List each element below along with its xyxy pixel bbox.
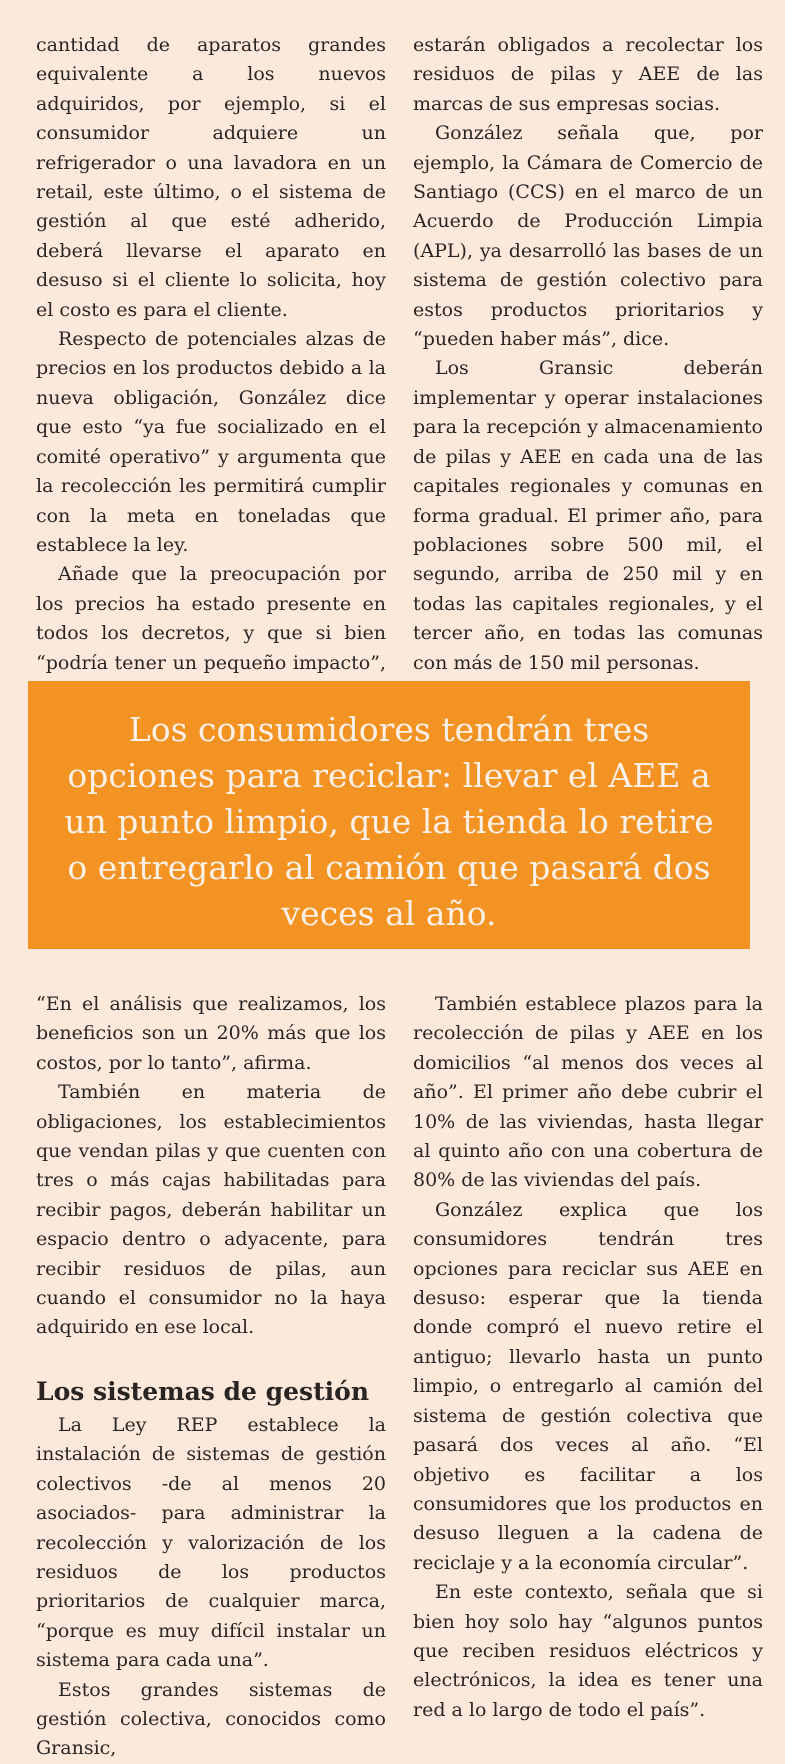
paragraph: También establece plazos para la recolección de pilas y AEE en los domicilios “al menos dos veces al año”. El primer año debe cubrir el 10% de las viviendas, hasta llegar al quinto año con una cobertura de 80% de las viviendas del país. [413, 993, 763, 1192]
paragraph: En este contexto, señala que si bien hoy solo hay “algunos puntos que reciben residuos eléctricos y electrónicos, la idea es tener una red a lo largo de todo el país”. [413, 1581, 763, 1721]
paragraph: estarán obligados a recolectar los residuos de pilas y AEE de las marcas de sus empresas socias. [413, 34, 763, 115]
column-top-left [36, 31, 386, 737]
paragraph: Respecto de potenciales alzas de precios en los productos debido a la nueva obligación, González dice que esto “ya fue socializado en el comité operativo” y argumenta que la recolección les permitirá cumplir con la meta en toneladas que establece la ley. [36, 328, 386, 556]
pull-quote: Los consumidores tendrán tres opciones para reciclar: llevar el AEE a un punto limpio, que la tienda lo retire o entregarlo al camión que pasará dos veces al año. [28, 681, 750, 949]
column-bottom-left [36, 990, 386, 1764]
paragraph: Los Gransic deberán implementar y operar instalaciones para la recepción y almacenamiento de pilas y AEE en cada una de las capitales regionales y comunas en forma gradual. El primer año, para poblaciones sobre 500 mil, el segundo, arriba de 250 mil y en todas las capitales regionales, y el tercer año, en todas las comunas con más de 150 mil personas. [413, 357, 763, 674]
paragraph: La Ley REP establece la instalación de sistemas de gestión colectivos -de al menos 20 asociados- para administrar la recolección y valorización de los residuos de los productos prioritarios de cualquier marca, “porque es muy difícil instalar un sistema para cada una”. [36, 1413, 386, 1672]
column-bottom-right [413, 990, 763, 1725]
paragraph: “En el análisis que realizamos, los beneficios son un 20% más que los costos, por lo tanto”, afirma. [36, 993, 386, 1074]
section-heading: Los sistemas de gestión [36, 1376, 370, 1406]
paragraph: También en materia de obligaciones, los establecimientos que vendan pilas y que cuenten con tres o más cajas habilitadas para recibir pagos, deberán habilitar un espacio dentro o adyacente, para recibir residuos de pilas, aun cuando el consumidor no la haya adquirido en ese local. [36, 1081, 386, 1339]
paragraph: Añade que la preocupación por los precios ha estado presente en todos los decretos, y que si bien “podría tener un pequeño impacto”, [36, 563, 386, 674]
column-top-right [413, 31, 763, 678]
paragraph: Estos grandes sistemas de gestión colectiva, conocidos como Gransic, [36, 1678, 386, 1760]
paragraph: González señala que, por ejemplo, la Cámara de Comercio de Santiago (CCS) en el marco de un Acuerdo de Producción Limpia (APL), ya desarrolló las bases de un sistema de gestión colectivo para estos productos prioritarios y “pueden haber más”, dice. [413, 122, 763, 351]
paragraph: cantidad de aparatos grandes equivalente a los nuevos adquiridos, por ejemplo, si el consumidor adquiere un refrigerador o una lavadora en un retail, este último, o el sistema de gestión al que esté adherido, deberá llevarse el aparato en desuso si el cliente lo solicita, hoy el costo es para el cliente. [36, 34, 386, 321]
paragraph: González explica que los consumidores tendrán tres opciones para reciclar sus AEE en desuso: esperar que la tienda donde compró el nuevo retire el antiguo; llevarlo hasta un punto limpio, o entregarlo al camión del sistema de gestión colectiva que pasará dos veces al año. “El objetivo es facilitar a los consumidores que los productos en desuso lleguen a la cadena de reciclaje y a la economía circular”. [413, 1198, 763, 1574]
